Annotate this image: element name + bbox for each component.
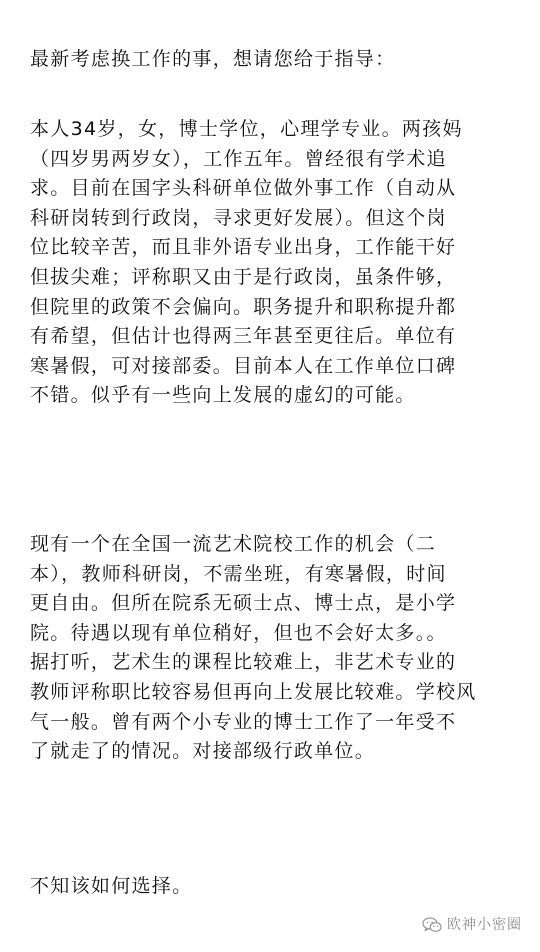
watermark-text: 欧神小密圈 [447, 917, 522, 933]
wechat-icon [422, 917, 442, 933]
new-offer-paragraph: 现有一个在全国一流艺术院校工作的机会（二 本），教师科研岗，不需坐班，有寒暑假，时间 更自由。但所在院系无硕士点、博士点，是小学 院。待遇以现有单位稍好，但也不会好太多。。 据打听，艺术生的课程比较难上，非艺术专业的 教师评称职比较容易但再向上发展比较难。学校风 气一般。曾有两个小专业的博士工作了一年受不 了就走了的情况。对接部级行政单位。 [30, 533, 477, 763]
closing-paragraph: 不知该如何选择。 [30, 875, 193, 897]
self-description-paragraph: 本人34岁，女，博士学位，心理学专业。两孩妈 （四岁男两岁女），工作五年。曾经很有学术追 求。目前在国字头科研单位做外事工作（自动从 科研岗转到行政岗，寻求更好发展）。但这个岗 位比较辛苦，而且非外语专业出身，工作能干好 但拔尖难；评称职又由于是行政岗，虽条件够， 但院里的政策不会偏向。职务提升和职称提升都 有希望，但估计也得两三年甚至更往后。单位有 寒暑假，可对接部委。目前本人在工作单位口碑 不错。似乎有一些向上发展的虚幻的可能。 [30, 118, 463, 407]
watermark [422, 916, 522, 934]
intro-paragraph: 最新考虑换工作的事，想请您给于指导： [30, 48, 396, 70]
